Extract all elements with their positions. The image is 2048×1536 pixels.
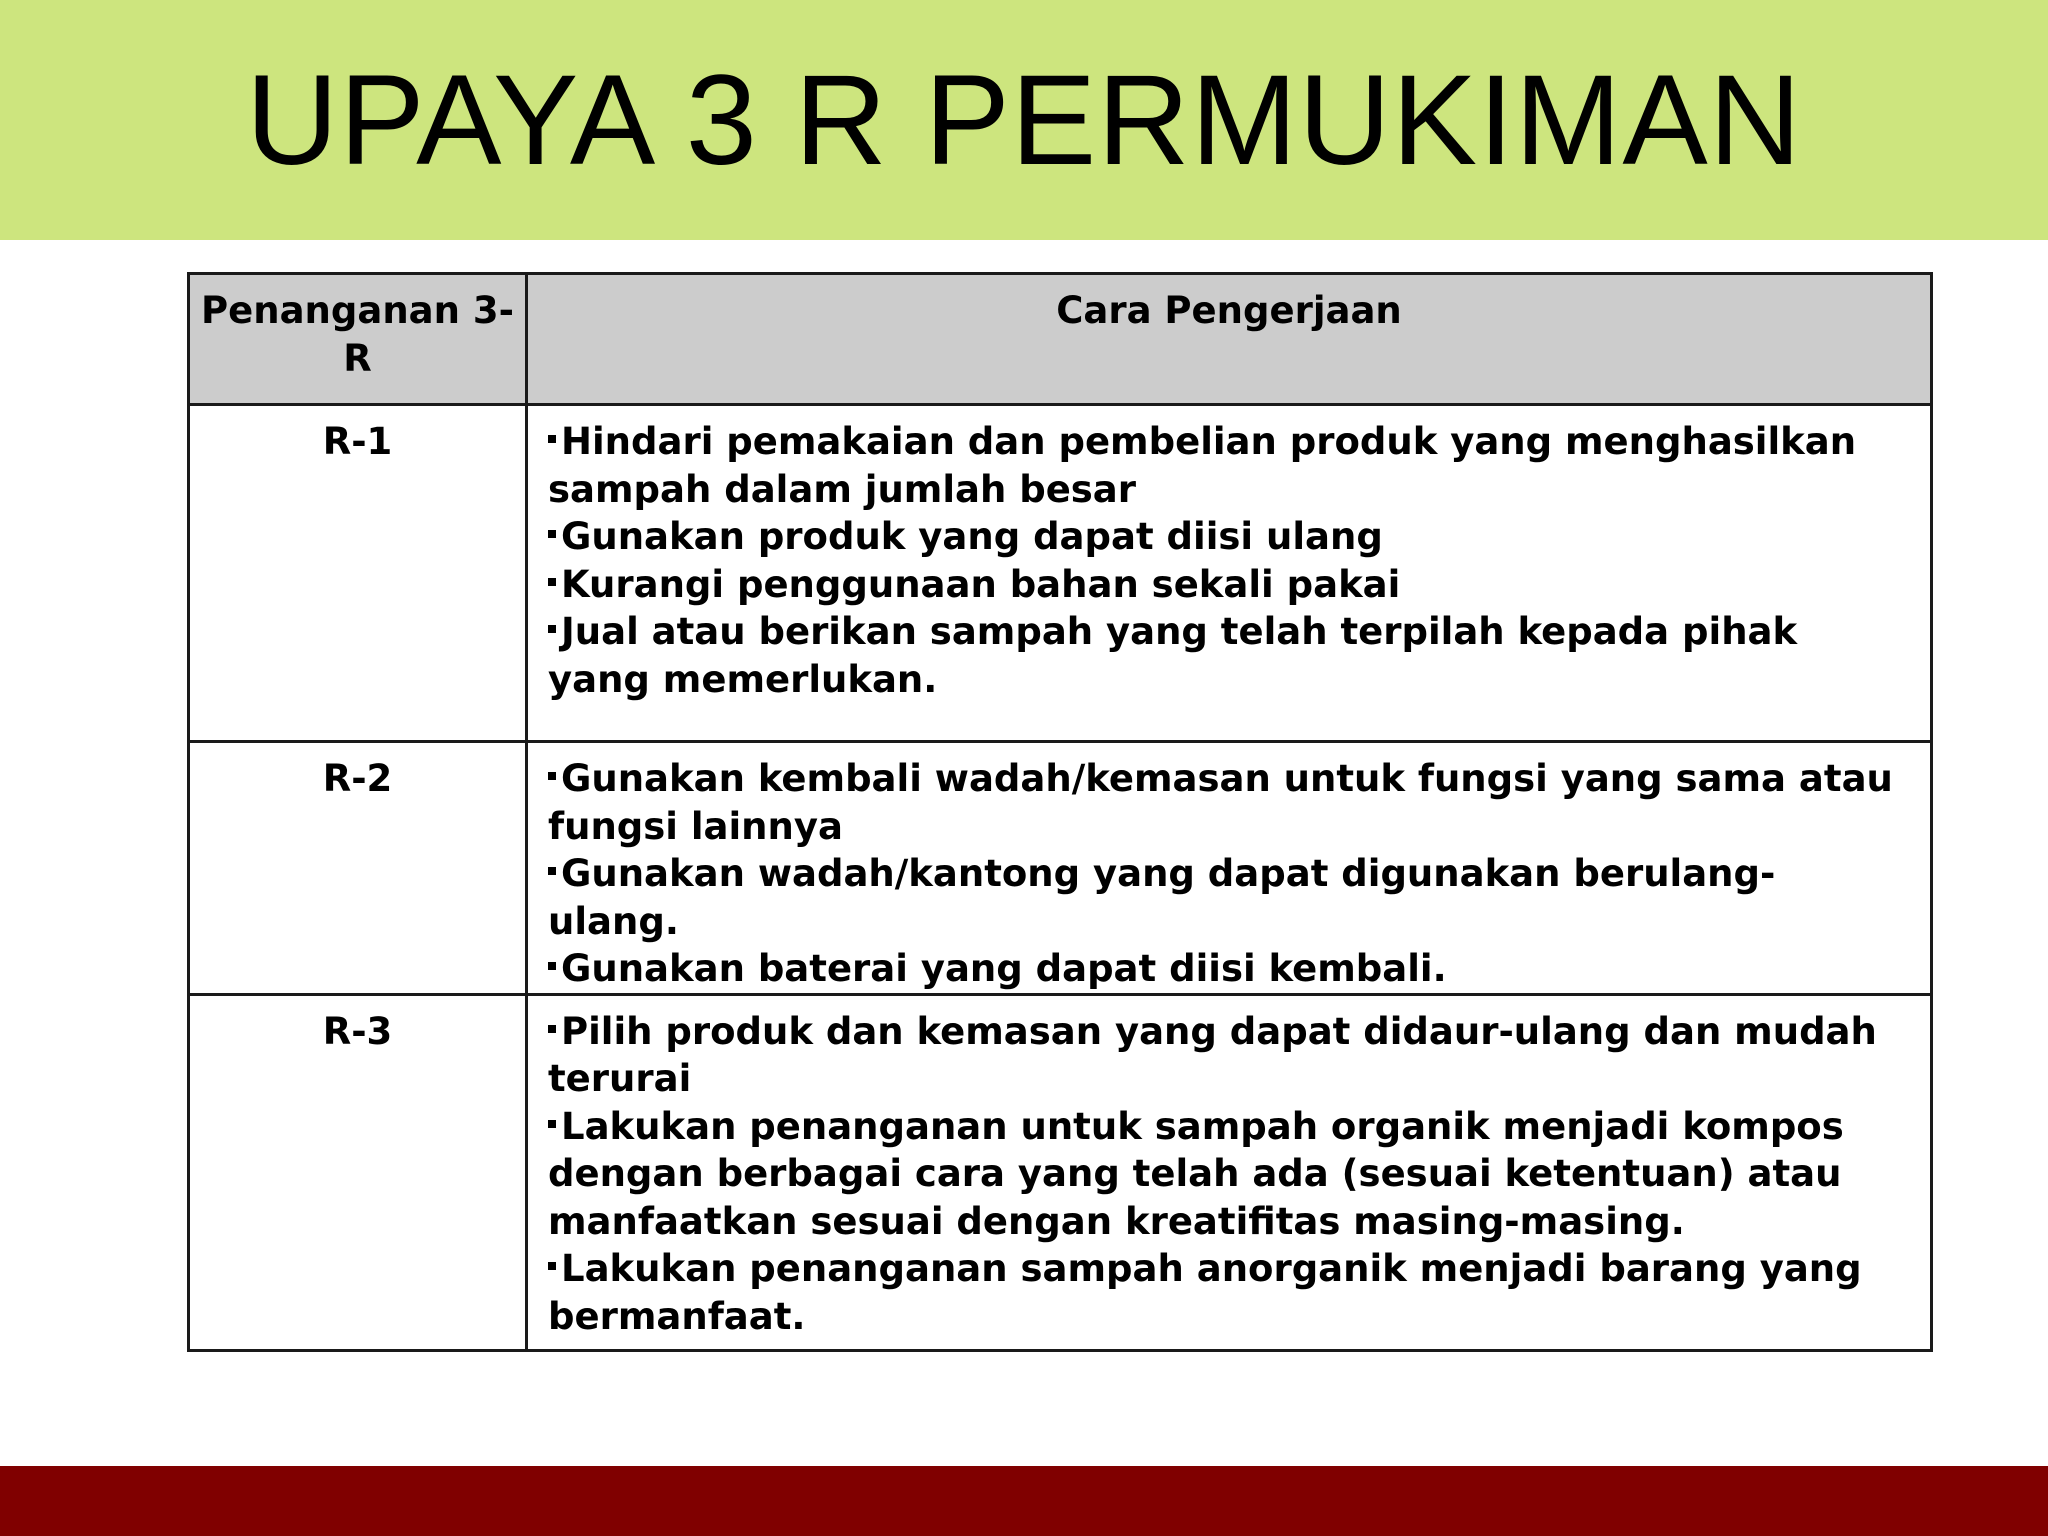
slide-title: UPAYA 3 R PERMUKIMAN <box>245 49 1803 192</box>
square-bullet-icon <box>548 962 556 970</box>
square-bullet-icon <box>548 530 556 538</box>
list-item: Gunakan kembali wadah/kemasan untuk fungsi yang sama atau fungsi lainnya <box>548 757 1893 848</box>
list-item: Jual atau berikan sampah yang telah terpilah kepada pihak yang memerlukan. <box>548 610 1798 701</box>
row-methods-r3 <box>527 994 1932 1350</box>
list-item: Pilih produk dan kemasan yang dapat didaur-ulang dan mudah terurai <box>548 1009 1877 1100</box>
square-bullet-icon <box>548 625 556 633</box>
row-code-r2: R-2 <box>189 742 527 995</box>
title-band <box>0 0 2048 240</box>
list-item: Gunakan produk yang dapat diisi ulang <box>548 513 1900 561</box>
list-item: Hindari pemakaian dan pembelian produk yang menghasilkan sampah dalam jumlah besar <box>548 420 1857 511</box>
header-penanganan: Penanganan 3-R <box>189 274 527 405</box>
row-methods-r1 <box>527 405 1932 742</box>
square-bullet-icon <box>548 1025 556 1033</box>
square-bullet-icon <box>548 1120 556 1128</box>
square-bullet-icon <box>548 867 556 875</box>
list-item: Lakukan penanganan untuk sampah organik menjadi kompos dengan berbagai cara yang telah ada (sesuai ketentuan) atau manfaatkan sesuai dengan kreatifitas masing-masing. <box>548 1104 1844 1243</box>
table-row <box>189 742 1932 995</box>
row-code-r3: R-3 <box>189 994 527 1350</box>
square-bullet-icon <box>548 772 556 780</box>
table-header-row <box>189 274 1932 405</box>
square-bullet-icon <box>548 1262 556 1270</box>
table-row <box>189 994 1932 1350</box>
list-item: Gunakan baterai yang dapat diisi kembali. <box>548 945 1900 993</box>
list-item: Gunakan wadah/kantong yang dapat digunakan berulang-ulang. <box>548 852 1776 943</box>
table-row <box>189 405 1932 742</box>
row-methods-r2 <box>527 742 1932 995</box>
list-item: Lakukan penanganan sampah anorganik menjadi barang yang bermanfaat. <box>548 1247 1862 1338</box>
header-cara-pengerjaan: Cara Pengerjaan <box>527 274 1932 405</box>
footer-band <box>0 1466 2048 1536</box>
square-bullet-icon <box>548 435 556 443</box>
list-item: Kurangi penggunaan bahan sekali pakai <box>548 561 1900 609</box>
three-r-table <box>187 272 1933 1352</box>
row-code-r1: R-1 <box>189 405 527 742</box>
square-bullet-icon <box>548 578 556 586</box>
